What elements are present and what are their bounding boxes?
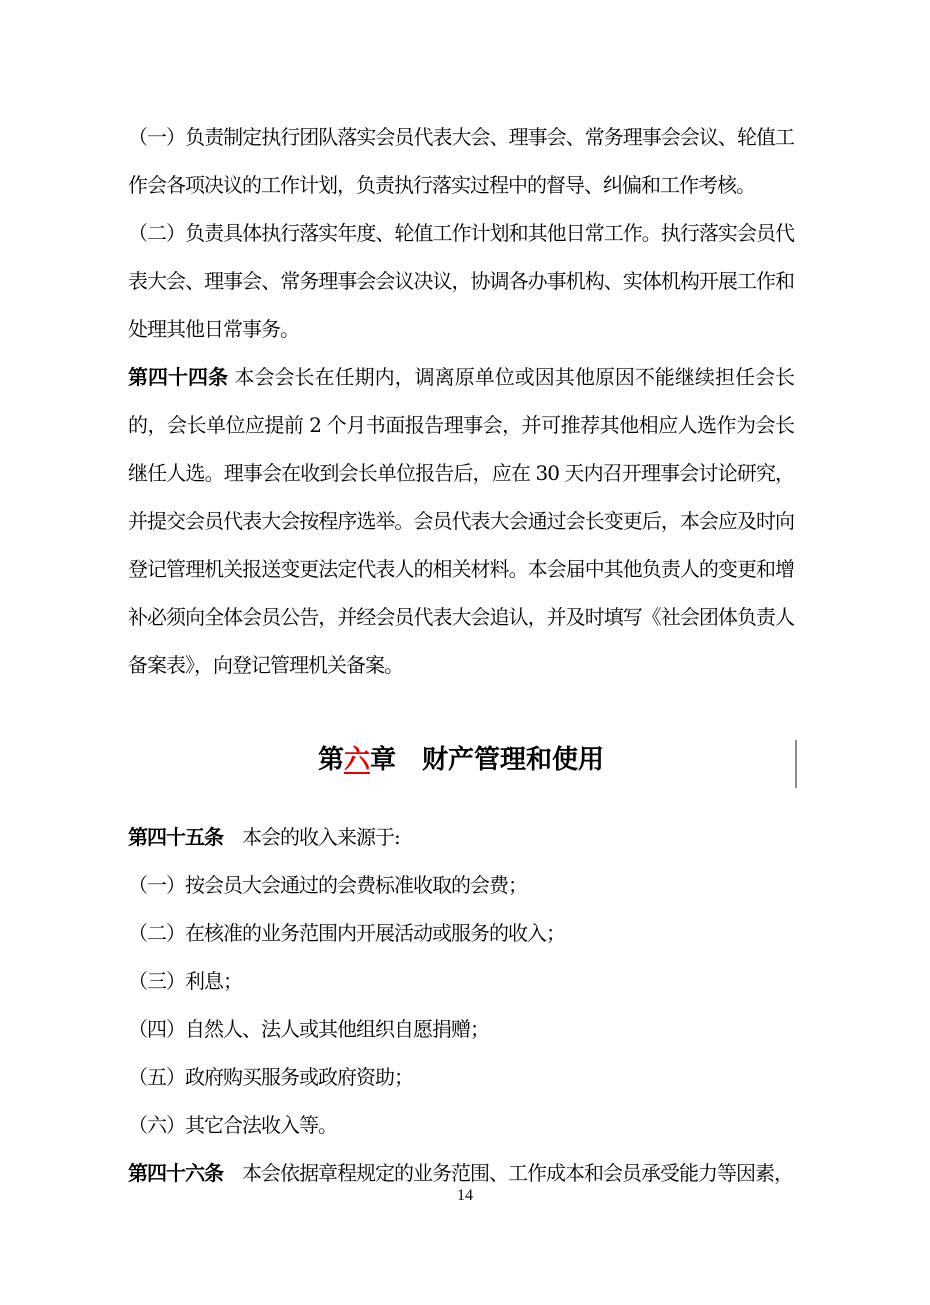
income-item-6 <box>128 1101 794 1149</box>
income-item-text: （五）政府购买服务或政府资助； <box>128 1065 413 1089</box>
paragraph-item-1 <box>128 113 794 209</box>
income-item-text: （三）利息； <box>128 969 242 993</box>
chapter-heading <box>128 735 794 785</box>
article-44-text: 本会会长在任期内，调离原单位或因其他原因不能继续担任会长的，会长单位应提前 2 个月书面报告理事会，并可推荐其他相应人选作为会长继任人选。理事会在收到会长单位报告后，应在 30 天内召开理事会讨论研究，并提交会员代表大会按程序选举。会员代表大会通过会长变更后，本会应及时向登记管理机关报送变更法定代表人的相关材料。本会届中其他负责人的变更和增补必须向全体会员公告，并经会员代表大会追认，并及时填写《社会团体负责人备案表》，向登记管理机关备案。 <box>128 365 795 677</box>
page-number: 14 <box>457 1187 473 1204</box>
article-46-text: 本会依据章程规定的业务范围、工作成本和会员承受能力等因素， <box>223 1161 793 1185</box>
article-45-label: 第四十五条 <box>128 825 223 849</box>
chapter-title: 财产管理和使用 <box>422 745 605 775</box>
article-46-label: 第四十六条 <box>128 1161 223 1185</box>
income-item-1 <box>128 861 794 909</box>
income-item-5 <box>128 1053 794 1101</box>
paragraph-text: （二）负责具体执行落实年度、轮值工作计划和其他日常工作。执行落实会员代表大会、理事会、常务理事会会议决议，协调各办事机构、实体机构开展工作和处理其他日常事务。 <box>128 221 794 341</box>
income-item-4 <box>128 1005 794 1053</box>
paragraph-item-2 <box>128 209 794 353</box>
revision-change-bar <box>795 740 797 788</box>
chapter-prefix: 第 <box>317 745 344 775</box>
income-item-text: （一）按会员大会通过的会费标准收取的会费； <box>128 873 527 897</box>
document-body <box>128 113 794 1197</box>
paragraph-text: （一）负责制定执行团队落实会员代表大会、理事会、常务理事会会议、轮值工作会各项决议的工作计划，负责执行落实过程中的督导、纠偏和工作考核。 <box>128 125 794 197</box>
article-44-paragraph <box>128 353 794 689</box>
income-item-text: （六）其它合法收入等。 <box>128 1113 337 1137</box>
inserted-tracked-change-char: 六 <box>343 745 370 775</box>
income-item-2 <box>128 909 794 957</box>
article-45-paragraph <box>128 813 794 861</box>
income-item-3 <box>128 957 794 1005</box>
income-item-text: （二）在核准的业务范围内开展活动或服务的收入； <box>128 921 565 945</box>
income-item-text: （四）自然人、法人或其他组织自愿捐赠； <box>128 1017 489 1041</box>
article-44-label: 第四十四条 <box>128 365 229 389</box>
article-45-text: 本会的收入来源于: <box>223 825 400 849</box>
chapter-separator <box>396 745 422 775</box>
chapter-suffix: 章 <box>369 745 396 775</box>
